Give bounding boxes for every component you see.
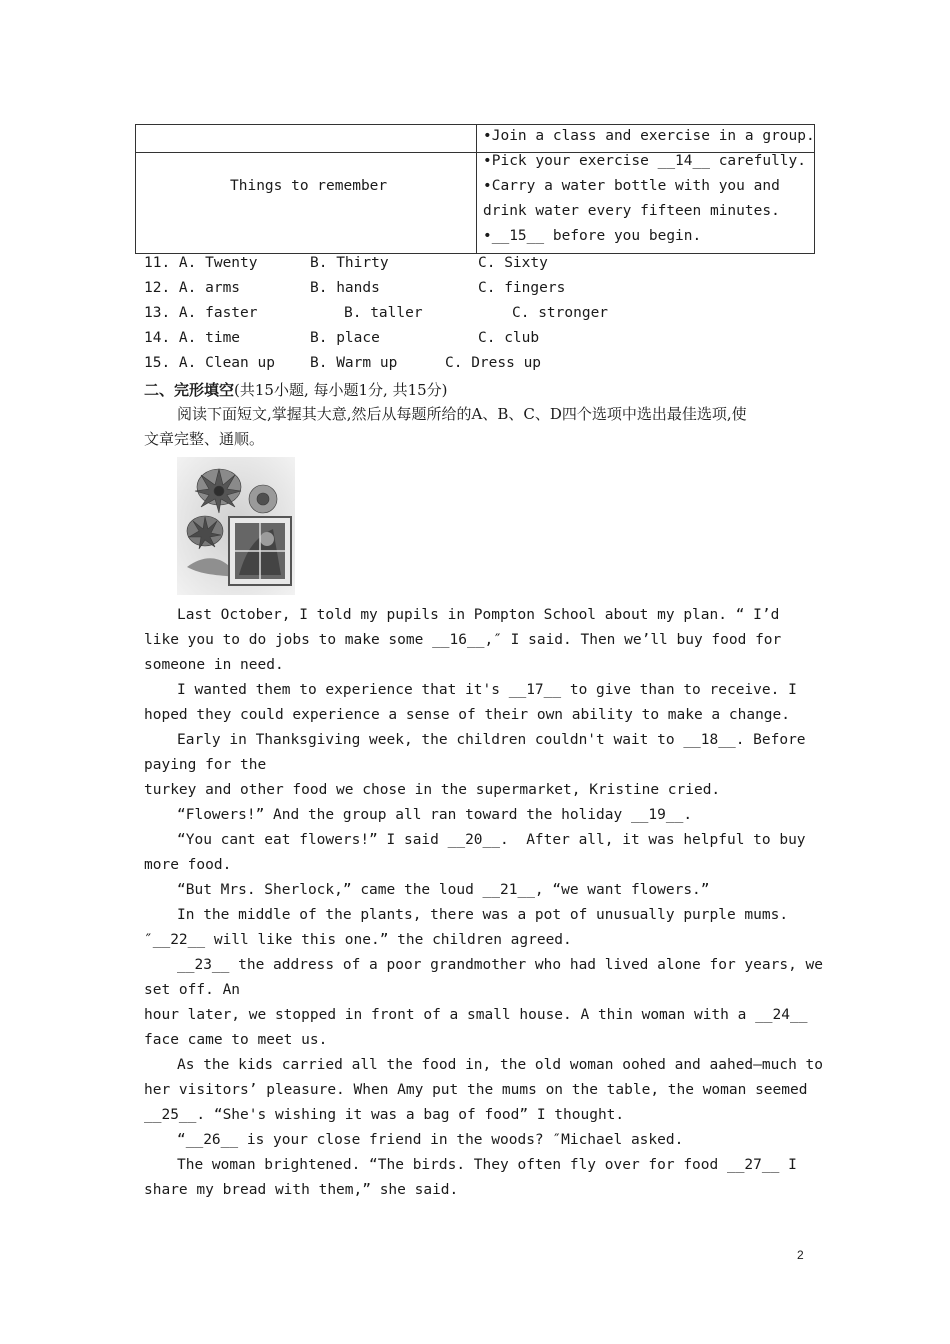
passage-line: Last October, I told my pupils in Pompton School about my plan. “ I’d [177, 607, 780, 623]
option-a: 11. A. Twenty [144, 255, 258, 271]
option-a: 13. A. faster [144, 305, 258, 321]
page-number: 2 [797, 1248, 804, 1262]
table-row2-right-line1: •Pick your exercise __14__ carefully. [483, 153, 807, 169]
table-divider-vertical [476, 125, 477, 253]
passage-line: paying for the [144, 757, 267, 773]
option-a: 12. A. arms [144, 280, 241, 296]
table-row2-right-line2: •Carry a water bottle with you and [483, 178, 780, 194]
flowers-icon [177, 457, 295, 595]
passage-line: share my bread with them,” she said. [144, 1182, 459, 1198]
option-a: 14. A. time [144, 330, 241, 346]
passage-line: “Flowers!” And the group all ran toward the holiday __19__. [177, 807, 693, 823]
table-row2-left: Things to remember [230, 178, 388, 194]
passage-line: The woman brightened. “The birds. They often fly over for food __27__ I [177, 1157, 797, 1173]
instruction-line2: 文章完整、通顺。 [144, 430, 265, 448]
option-b: B. taller [344, 305, 423, 321]
section-title-bold: 二、完形填空 [144, 381, 235, 399]
passage-line: turkey and other food we chose in the supermarket, Kristine cried. [144, 782, 721, 798]
passage-line: someone in need. [144, 657, 284, 673]
passage-line: “You cant eat flowers!” I said __20__. After all, it was helpful to buy [177, 832, 806, 848]
passage-line: Early in Thanksgiving week, the children couldn't wait to __18__. Before [177, 732, 806, 748]
exercise-table [135, 124, 815, 254]
option-a: 15. A. Clean up [144, 355, 275, 371]
passage-line: I wanted them to experience that it's __17__ to give than to receive. I [177, 682, 797, 698]
option-c: C. Sixty [478, 255, 548, 271]
passage-line: set off. An [144, 982, 241, 998]
instruction-line1: 阅读下面短文,掌握其大意,然后从每题所给的A、B、C、D四个选项中选出最佳选项,使 [177, 405, 747, 423]
option-c: C. stronger [512, 305, 609, 321]
table-row2-right-line4: •__15__ before you begin. [483, 228, 702, 244]
option-c: C. fingers [478, 280, 566, 296]
option-b: B. place [310, 330, 380, 346]
passage-line: __25__. “She's wishing it was a bag of food” I thought. [144, 1107, 625, 1123]
passage-line: “__26__ is your close friend in the woods? ″Michael asked. [177, 1132, 684, 1148]
passage-line: As the kids carried all the food in, the old woman oohed and aahed—much to [177, 1057, 824, 1073]
passage-line: “But Mrs. Sherlock,” came the loud __21__, “we want flowers.” [177, 882, 710, 898]
passage-line: more food. [144, 857, 232, 873]
table-row1-right: •Join a class and exercise in a group. [483, 128, 815, 144]
passage-line: hoped they could experience a sense of their own ability to make a change. [144, 707, 791, 723]
option-b: B. Warm up [310, 355, 398, 371]
passage-line: her visitors’ pleasure. When Amy put the mums on the table, the woman seemed [144, 1082, 808, 1098]
table-row2-right-line3: drink water every fifteen minutes. [483, 203, 780, 219]
passage-line: ″__22__ will like this one.” the children agreed. [144, 932, 572, 948]
option-b: B. hands [310, 280, 380, 296]
passage-line: like you to do jobs to make some __16__,″ I said. Then we’ll buy food for [144, 632, 782, 648]
flowers-image [177, 457, 295, 595]
section-title [144, 378, 448, 403]
option-b: B. Thirty [310, 255, 389, 271]
passage-line: In the middle of the plants, there was a pot of unusually purple mums. [177, 907, 789, 923]
passage-line: __23__ the address of a poor grandmother who had lived alone for years, we [177, 957, 824, 973]
passage-line: hour later, we stopped in front of a small house. A thin woman with a __24__ [144, 1007, 808, 1023]
option-c: C. Dress up [445, 355, 542, 371]
section-title-rest: (共15小题, 每小题1分, 共15分) [234, 381, 448, 399]
passage-line: face came to meet us. [144, 1032, 328, 1048]
option-c: C. club [478, 330, 540, 346]
